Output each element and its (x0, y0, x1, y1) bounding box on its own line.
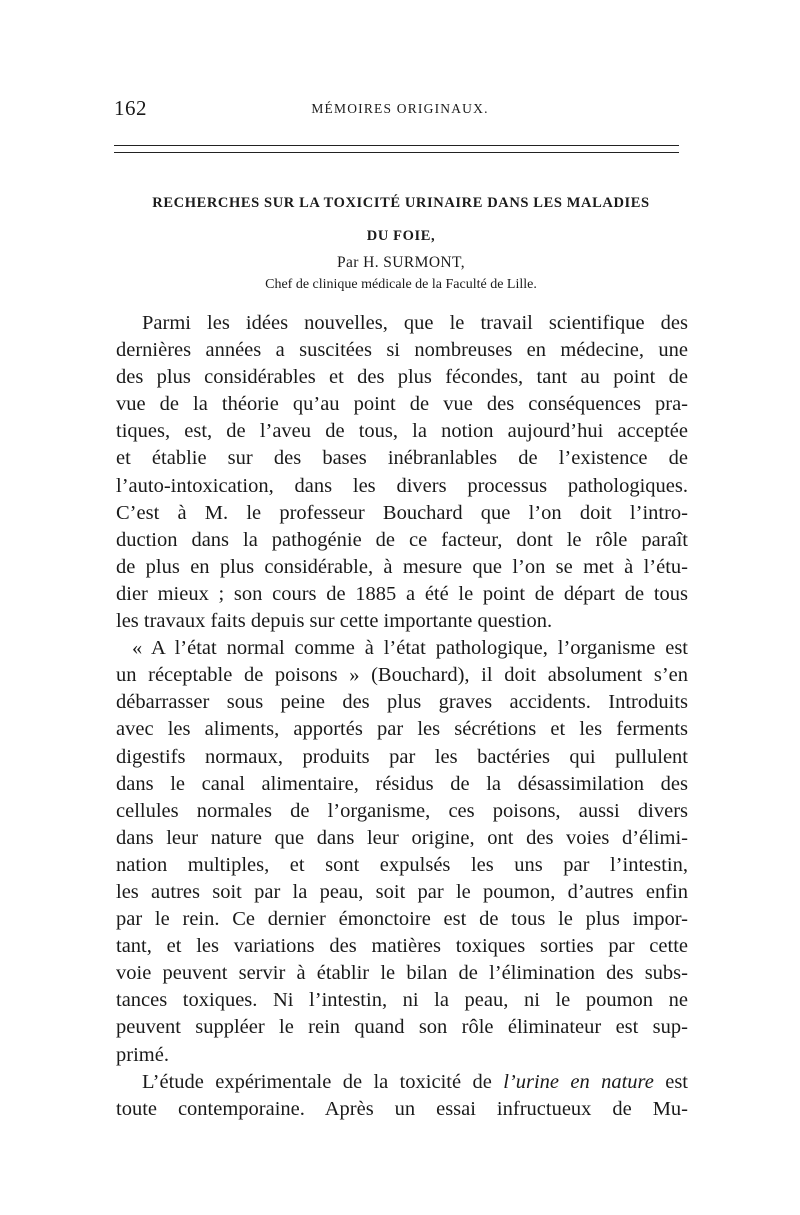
body-line: dans le canal alimentaire, résidus de la désassimilation des (116, 772, 688, 795)
body-line: débarrasser sous peine des plus graves accidents. Introduits (116, 691, 688, 714)
body-line: l’auto-intoxication, dans les divers processus pathologiques. (116, 474, 688, 497)
header-rule-top (114, 145, 679, 146)
running-head: MÉMOIRES ORIGINAUX. (311, 101, 489, 116)
body-line: cellules normales de l’organisme, ces poisons, aussi divers (116, 799, 688, 822)
body-line: « A l’état normal comme à l’état pathologique, l’organisme est (132, 637, 688, 660)
body-line: les travaux faits depuis sur cette importante question. (116, 610, 553, 633)
body-line: digestifs normaux, produits par les bactéries qui pullulent (116, 745, 688, 768)
body-line: et établie sur des bases inébranlables de l’existence de (116, 447, 688, 470)
body-line: voie peuvent servir à établir le bilan de l’élimination des subs- (116, 962, 688, 985)
body-line: C’est à M. le professeur Bouchard que l’on doit l’intro- (116, 501, 688, 524)
body-line: tances toxiques. Ni l’intestin, ni la peau, ni le poumon ne (116, 989, 688, 1012)
body-line: toute contemporaine. Après un essai infructueux de Mu- (116, 1097, 688, 1120)
body-line: dans leur nature que dans leur origine, ont des voies d’élimi- (116, 826, 688, 849)
body-line: nation multiples, et sont expulsés les uns par l’intestin, (116, 853, 688, 876)
body-line: vue de la théorie qu’au point de vue des conséquences pra- (116, 393, 688, 416)
body-text-italic-segment: l’urine en nature (503, 1070, 654, 1093)
article-title-line-2: DU FOIE, (366, 228, 436, 244)
page-number: 162 (114, 96, 147, 120)
body-line: peuvent suppléer le rein quand son rôle éliminateur est sup- (116, 1016, 688, 1039)
body-line: de plus en plus considérable, à mesure que l’on se met à l’étu- (116, 555, 688, 578)
body-line: duction dans la pathogénie de ce facteur, dont le rôle paraît (116, 528, 688, 551)
body-line: dernières années a suscitées si nombreuses en médecine, une (116, 339, 688, 362)
body-line: Parmi les idées nouvelles, que le travail scientifique des (142, 312, 688, 334)
article-title-line-1: RECHERCHES SUR LA TOXICITÉ URINAIRE DANS LES MALADIES (152, 195, 650, 211)
header-rule-bottom (114, 152, 679, 153)
body-line: par le rein. Ce dernier émonctoire est de tous le plus impor- (116, 908, 688, 931)
body-text-segment: L’étude expérimentale de la toxicité de (142, 1070, 504, 1093)
body-line: les autres soit par la peau, soit par le poumon, d’autres enfin (116, 880, 688, 903)
body-line: des plus considérables et des plus fécondes, tant au point de (116, 366, 688, 389)
body-line: un réceptable de poisons » (Bouchard), il doit absolument s’en (116, 664, 688, 687)
author-affiliation: Chef de clinique médicale de la Faculté de Lille. (265, 277, 537, 292)
body-text (116, 310, 688, 1123)
body-line: tant, et les variations des matières toxiques sorties par cette (116, 935, 688, 958)
body-line-italic-mixed (116, 1069, 688, 1096)
article-title (114, 187, 688, 253)
body-line: primé. (116, 1043, 169, 1066)
body-line: dier mieux ; son cours de 1885 a été le point de départ de tous (116, 582, 688, 605)
body-text-segment: est (653, 1070, 688, 1093)
body-line: avec les aliments, apportés par les sécrétions et les ferments (116, 718, 688, 741)
body-line: tiques, est, de l’aveu de tous, la notion aujourd’hui acceptée (116, 420, 688, 443)
author-byline: Par H. SURMONT, (337, 254, 465, 271)
